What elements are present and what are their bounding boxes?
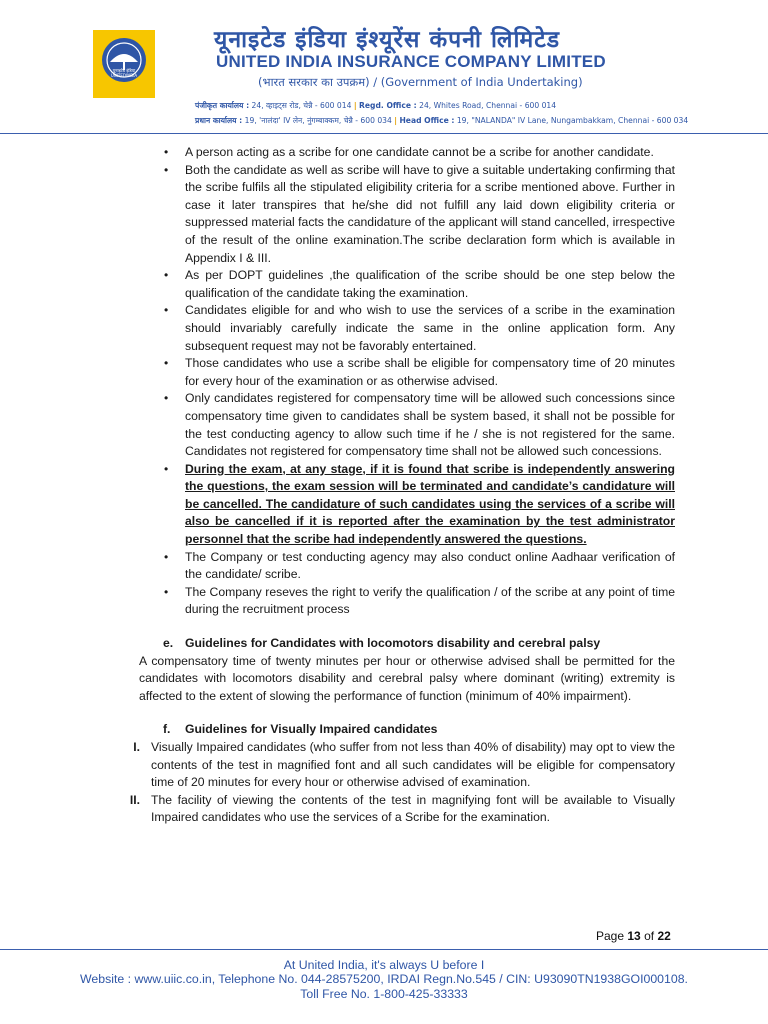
footer-tagline: At United India, it's always U before I [283,958,485,972]
list-item-text: Both the candidate as well as scribe will have to give a suitable undertaking confirming that the scribe fulfils all the stipulated eligibility criteria for a scribe mentioned above. Further in case it later transpires that he/she did not fulfill any laid down eligibility criteria or suppressed material facts the candidature of the applicant will stand cancelled, irrespective of the result of the online examination.The scribe declaration form which is available in Appendix I & III. [185,162,675,265]
section-f-letter: f. [163,722,171,737]
page-total: 22 [657,929,671,943]
regd-office-hindi-label: पंजीकृत कार्यालय : [195,101,250,110]
list-item-number: I. [133,740,140,754]
section-e-heading [0,635,768,653]
document-body [0,144,768,827]
list-item-text: The Company reseves the right to verify the qualification / of the scribe at any point of time during the recruitment process [185,584,675,617]
scribe-rules-list [0,144,768,619]
section-e-letter: e. [163,636,174,651]
bullet-icon: • [164,584,169,599]
bullet-icon: • [164,145,169,159]
page-current: 13 [627,929,641,943]
page-of: of [644,929,655,943]
govt-undertaking-line [258,75,583,90]
umbrella-logo-icon [99,36,149,92]
list-item [0,792,675,827]
page-label: Page [596,929,625,943]
registered-office-line [195,101,556,111]
footer-divider [0,949,768,950]
list-item-text: Visually Impaired candidates (who suffer from not less than 40% of disability) may opt to view the contents of the test in magnified font and all such candidates will be eligible for compensatory time of 20 minutes for every hour or otherwise advised of examination. [151,740,675,790]
govt-undertaking-english: (Government of India Undertaking) [380,75,583,89]
bullet-icon: • [164,356,169,371]
company-logo [93,30,155,98]
divider-bar: | [353,101,357,110]
govt-undertaking-hindi: (भारत सरकार का उपक्रम) [258,75,370,89]
section-e-title: Guidelines for Candidates with locomotors disability and cerebral palsy [185,636,601,651]
bullet-icon: • [164,303,169,318]
list-item-text: As per DOPT guidelines ,the qualification of the scribe should be one step below the qualification of the candidate taking the examination. [185,268,675,300]
logo-text-hindi: यूनाइटेड इंडिया [112,68,136,73]
company-name-hindi: यूनाइटेड इंडिया इंश्यूरेंस कंपनी लिमिटेड [214,27,561,53]
list-item [0,355,675,390]
list-item-text: Candidates eligible for and who wish to use the services of a scribe in the examination should invariably carefully indicate the same in the online application form. Any subsequent request may not be favorably entertained. [185,303,675,353]
bullet-icon: • [164,268,169,283]
list-item-text: A person acting as a scribe for one candidate cannot be a scribe for another candidate. [185,145,654,159]
footer-tollfree: Toll Free No. 1-800-425-33333 [300,987,468,1001]
list-item-text: Only candidates registered for compensatory time will be allowed such concessions since compensatory time given to candidates shall be system based, it shall not be possible for the test conducting agency to allow such time if he / she is not registered for the same. Candidates not registered for compensatory time shall not be allowed such concessions. [185,391,675,459]
bullet-icon: • [164,461,169,476]
head-office-hindi-address: 19, 'नालंदा' IV लेन, नुंगम्बाक्कम, चेन्नै - 600 034 [244,116,392,125]
list-item [0,584,675,619]
list-item [0,267,675,302]
visually-impaired-list [0,739,768,827]
regd-office-label: Regd. Office : [359,101,417,110]
header-divider [0,133,768,134]
bullet-icon: • [164,391,169,406]
head-office-hindi-label: प्रधान कार्यालय : [195,116,243,125]
logo-text-english: UNITEDINDIA [110,73,138,78]
head-office-line [195,116,688,126]
govt-separator: / [373,75,378,89]
list-item-text: The facility of viewing the contents of the test in magnifying font will be available to Visually Impaired candidates who use the services of a Scribe for the examination. [151,792,675,825]
head-office-address: 19, "NALANDA" IV Lane, Nungambakkam, Chennai - 600 034 [456,116,689,125]
section-f-title: Guidelines for Visually Impaired candidates [185,722,438,737]
footer-contact: Website : www.uiic.co.in, Telephone No. 044-28575200, IRDAI Regn.No.545 / CIN: U93090TN1938GOI000108. [80,972,688,986]
list-item [0,144,675,162]
section-e-paragraph: A compensatory time of twenty minutes per hour or otherwise advised shall be permitted for the candidates with locomotors disability and cerebral palsy where dominant (writing) extremity is affected to the extent of slowing the performance of function (minimum of 40% impairment). [139,653,675,703]
list-item-text: During the exam, at any stage, if it is found that scribe is independently answering the questions, the exam session will be terminated and candidate’s candidature will be cancelled. The candidature of such candidates using the services of a scribe will also be cancelled if it is reported after the examination by the test administrator personnel that the scribe had independently answered the questions. [185,461,675,547]
list-item-text: The Company or test conducting agency may also conduct online Aadhaar verification of the candidate/ scribe. [185,549,675,582]
bullet-icon: • [164,162,169,177]
list-item [0,461,675,549]
list-item [0,739,675,792]
divider-bar: | [394,116,398,125]
page-number [596,929,671,943]
head-office-label: Head Office : [399,116,455,125]
regd-office-address: 24, Whites Road, Chennai - 600 014 [419,101,557,110]
list-item-text: Those candidates who use a scribe shall be eligible for compensatory time of 20 minutes for every hour of the examination or as otherwise advised. [185,356,675,388]
list-item-number: II. [129,792,140,807]
regd-office-hindi-address: 24, व्हाइट्स रोड, चेन्नै - 600 014 [251,101,352,110]
company-name-english: UNITED INDIA INSURANCE COMPANY LIMITED [216,52,606,71]
section-f-heading [0,721,768,739]
bullet-icon: • [164,549,169,564]
list-item [0,549,675,584]
list-item [0,390,675,460]
list-item [0,162,675,268]
list-item [0,302,675,355]
